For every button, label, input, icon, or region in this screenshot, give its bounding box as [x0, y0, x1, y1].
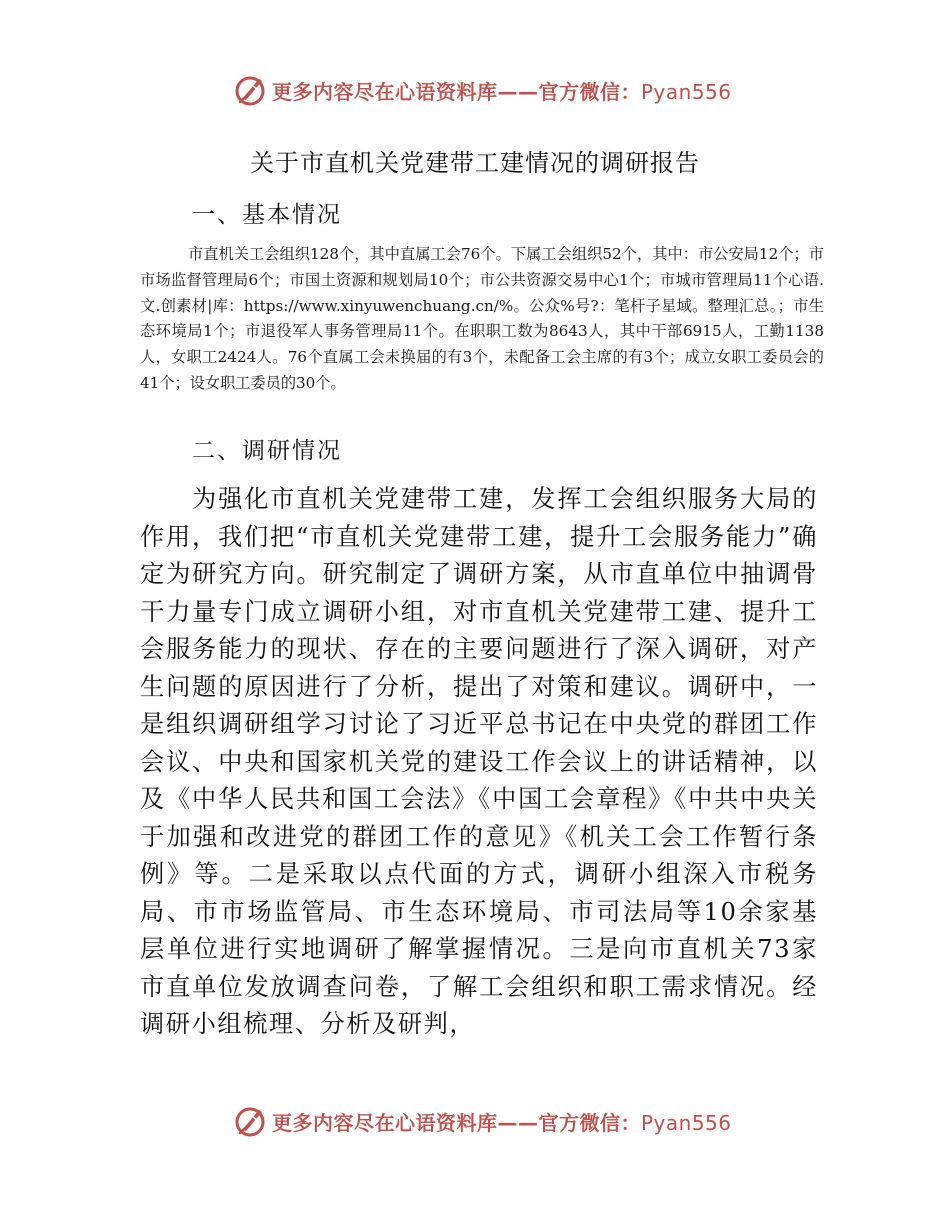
document-title: 关于市直机关党建带工建情况的调研报告 [250, 149, 700, 177]
banner-prefix: 更多内容尽在心语资料库——官方微信： [272, 79, 641, 104]
quill-pen-circle-icon [232, 1103, 268, 1139]
banner-wechat-id: Pyan556 [641, 1110, 732, 1135]
quill-pen-circle-icon [232, 72, 268, 108]
footer-banner [232, 1101, 752, 1141]
banner-prefix: 更多内容尽在心语资料库——官方微信： [272, 1110, 641, 1135]
banner-text [272, 76, 732, 105]
section-heading-basic-situation: 一、基本情况 [192, 202, 342, 228]
research-situation-paragraph: 为强化市直机关党建带工建，发挥工会组织服务大局的作用，我们把“市直机关党建带工建，提升工会服务能力”确定为研究方向。研究制定了调研方案，从市直单位中抽调骨干力量专门成立调研小组，对市直机关党建带工建、提升工会服务能力的现状、存在的主要问题进行了深入调研，对产生问题的原因进行了分析，提出了对策和建议。调研中，一是组织调研组学习讨论了习近平总书记在中央党的群团工作会议、中央和国家机关党的建设工作会议上的讲话精神，以及《中华人民共和国工会法》《中国工会章程》《中共中央关于加强和改进党的群团工作的意见》《机关工会工作暂行条例》等。二是采取以点代面的方式，调研小组深入市税务局、市市场监管局、市生态环境局、市司法局等10余家基层单位进行实地调研了解掌握情况。三是向市直机关73家市直单位发放调查问卷，了解工会组织和职工需求情况。经调研小组梳理、分析及研判， [140, 485, 818, 1038]
section-heading-research-situation: 二、调研情况 [192, 438, 342, 464]
banner-wechat-id: Pyan556 [641, 79, 732, 104]
header-banner [232, 70, 752, 110]
banner-text [272, 1107, 732, 1136]
basic-situation-paragraph: 市直机关工会组织128个，其中直属工会76个。下属工会组织52个，其中：市公安局12个；市市场监督管理局6个；市国土资源和规划局10个；市公共资源交易中心1个；市城市管理局11个心语.文.创素材|库：https://www.xinyuwenchuang.cn/%。公众%号?：笔杆子星域。整理汇总。；市生态环境局1个；市退役军人事务管理局11个。在职职工数为8643人，其中干部6915人，工勤1138人，女职工2424人。76个直属工会未换届的有3个，未配备工会主席的有3个；成立女职工委员会的41个；设女职工委员的30个。 [140, 245, 824, 392]
